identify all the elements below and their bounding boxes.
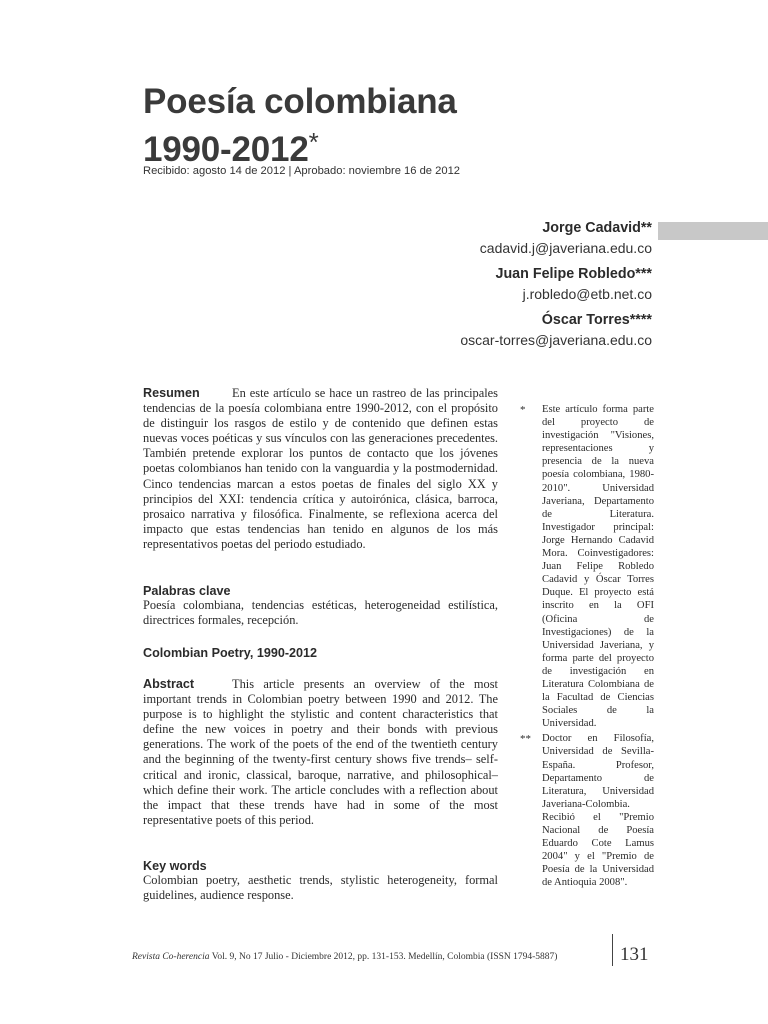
journal-citation-footer: [132, 952, 557, 962]
footnotes: [520, 403, 654, 891]
article-title: [143, 82, 457, 170]
author-name-2: Juan Felipe Robledo***: [495, 266, 652, 282]
key-words-label: Key words: [143, 859, 207, 873]
footnote-2: [520, 732, 654, 889]
author-email-3[interactable]: oscar-torres@javeriana.edu.co: [460, 332, 652, 348]
footnote-2-mark: **: [520, 733, 531, 746]
footnote-1: [520, 403, 654, 730]
resumen-text: En este artículo se hace un rastreo de las principales tendencias de la poesía colombiana entre 1990-2012, con el propósito de distinguir los rasgos de estilo y de contenido que definen estas nuevas voces poéticas y sus vínculos con las generaciones precedentes. También pretende explorar los puntos de contacto que los jóvenes poetas colombianos han tenido con la vanguardia y la postmodernidad. Cinco tendencias marcan a estos poetas de finales del siglo XX y principios del XXI: tendencia crítica y autoirónica, clásica, barroca, prosaico narrativa y filosófica. Finalmente, se reflexiona acerca del impacto que estas tendencias han tenido en algunos de los más representativos poetas del periodo estudiado.: [143, 386, 498, 551]
palabras-clave-section: [143, 584, 498, 628]
title-line-2: 1990-2012: [143, 130, 309, 169]
key-words-text: Colombian poetry, aesthetic trends, stylistic heterogeneity, formal guidelines, audience response.: [143, 873, 498, 903]
footnote-1-text: Este artículo forma parte del proyecto de investigación "Visiones, representaciones y presencia de la nueva poesía colombiana, 1980-2010". Universidad Javeriana, Departamento de Literatura. Investigador principal: Jorge Hernando Cadavid Mora. Coinvestigadores: Juan Felipe Robledo Cadavid y Óscar Torres Duque. El proyecto está inscrito en la OFI (Oficina de Investigaciones) de la Universidad Javeriana, y forma parte del proyecto de investigación en Literatura Colombiana de la Facultad de Ciencias Sociales de la Universidad.: [542, 404, 654, 730]
author-name-3: Óscar Torres****: [541, 312, 652, 328]
footer-divider: [612, 934, 613, 966]
author-name-1: Jorge Cadavid**: [542, 220, 652, 236]
palabras-clave-text: Poesía colombiana, tendencias estéticas, heterogeneidad estilística, directrices formales, recepción.: [143, 598, 498, 628]
key-words-section: [143, 859, 498, 903]
abstract-section: [143, 677, 498, 828]
resumen-section: [143, 386, 498, 552]
author-email-2[interactable]: j.robledo@etb.net.co: [522, 286, 652, 302]
page-number: 131: [620, 944, 649, 965]
abstract-label: Abstract: [143, 677, 195, 691]
english-title: Colombian Poetry, 1990-2012: [143, 646, 318, 660]
resumen-label: Resumen: [143, 386, 200, 400]
citation-details: Vol. 9, No 17 Julio - Diciembre 2012, pp. 131-153. Medellín, Colombia (ISSN 1794-5887): [209, 952, 558, 962]
author-email-1[interactable]: cadavid.j@javeriana.edu.co: [479, 240, 652, 256]
decorative-gray-bar: [658, 222, 768, 240]
title-footnote-mark: *: [308, 127, 319, 157]
journal-name: Revista Co-herencia: [132, 952, 210, 962]
footnote-1-mark: *: [520, 404, 526, 416]
received-approved-dates: Recibido: agosto 14 de 2012 | Aprobado: noviembre 16 de 2012: [143, 165, 461, 177]
author-list: [460, 218, 652, 356]
footnote-2-text: Doctor en Filosofía, Universidad de Sevilla-España. Profesor, Departamento de Literatura, Universidad Javeriana-Colombia. Recibió el "Premio Nacional de Poesía Eduardo Cote Lamus 2004" y el "Premio de Poesía de la Universidad de Antioquia 2008".: [542, 733, 654, 889]
title-line-1: Poesía colombiana: [143, 82, 457, 121]
abstract-text: This article presents an overview of the most important trends in Colombian poetry between 1990 and 2012. The purpose is to highlight the stylistic and content characteristics that define the new voices in poetry and their bonds with previous generations. The work of the poets of the end of the twentieth century and the beginning of the twenty-first century shows five trends– self-critical and ironic, classical, baroque, narrative, and philosophical– which define their work. The article concludes with a reflection about the impact that these trends have had in some of the most representative poets of this period.: [143, 677, 498, 827]
palabras-clave-label: Palabras clave: [143, 584, 231, 598]
